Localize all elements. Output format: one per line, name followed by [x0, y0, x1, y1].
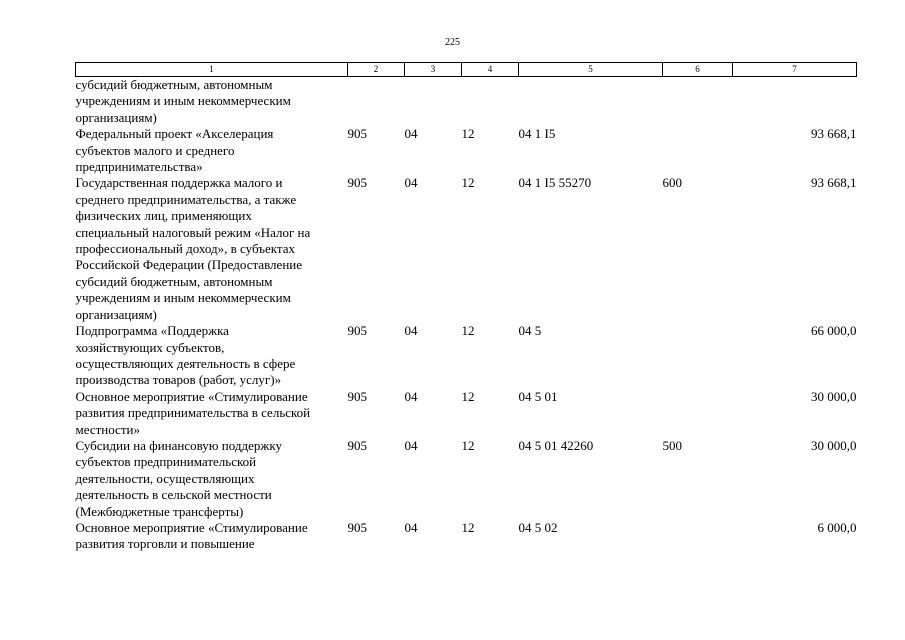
row-section — [405, 77, 462, 127]
table-row — [76, 438, 857, 520]
row-name: Федеральный проект «Акселерация субъектов малого и среднего предпринимательства» — [75, 126, 274, 175]
row-ministry — [348, 77, 405, 127]
header-row — [76, 63, 857, 77]
row-name: Основное мероприятие «Стимулирование развития торговли и повышение — [75, 519, 308, 552]
row-subsection: 12 — [461, 388, 475, 404]
row-name: субсидий бюджетным, автономным учреждениям и иным некоммерческим организациям) — [75, 77, 291, 125]
row-subsection: 12 — [461, 175, 475, 191]
row-target: 04 1 I5 — [518, 126, 556, 142]
row-target: 04 1 I5 55270 — [518, 175, 592, 191]
row-ministry: 905 — [347, 519, 367, 535]
row-expense-type: 500 — [662, 437, 682, 453]
row-expense-type — [663, 77, 733, 127]
header-cell-amount: 7 — [733, 63, 857, 77]
row-name: Подпрограмма «Поддержка хозяйствующих субъектов, осуществляющих деятельность в сфере производства товаров (работ, услуг)» — [75, 323, 296, 388]
row-target: 04 5 02 — [518, 519, 558, 535]
row-section: 04 — [404, 126, 418, 142]
row-subsection: 12 — [461, 437, 475, 453]
header-cell-subsection: 4 — [462, 63, 519, 77]
row-section: 04 — [404, 388, 418, 404]
row-name: Основное мероприятие «Стимулирование развития предпринимательства в сельской местности» — [75, 388, 311, 437]
row-amount: 30 000,0 — [811, 437, 857, 453]
row-name: Субсидии на финансовую поддержку субъектов предпринимательской деятельности, осуществляющих деятельность в сельской местности (Межбюджетные трансферты) — [75, 437, 282, 519]
row-subsection — [462, 77, 519, 127]
row-subsection: 12 — [461, 519, 475, 535]
row-amount: 6 000,0 — [817, 519, 857, 535]
row-ministry: 905 — [347, 437, 367, 453]
row-expense-type: 600 — [662, 175, 682, 191]
row-target: 04 5 01 42260 — [518, 437, 594, 453]
table-row — [76, 323, 857, 389]
row-section: 04 — [404, 323, 418, 339]
row-subsection: 12 — [461, 126, 475, 142]
table-row — [76, 175, 857, 323]
row-expense-type — [663, 323, 733, 389]
table-row — [76, 389, 857, 438]
row-section: 04 — [404, 175, 418, 191]
row-subsection: 12 — [461, 323, 475, 339]
header-cell-ministry: 2 — [348, 63, 405, 77]
table-row — [76, 77, 857, 127]
row-amount: 66 000,0 — [811, 323, 857, 339]
page-number: 225 — [445, 37, 460, 48]
header-cell-target: 5 — [519, 63, 663, 77]
header-cell-expense-type: 6 — [663, 63, 733, 77]
header-cell-section: 3 — [405, 63, 462, 77]
row-ministry: 905 — [347, 175, 367, 191]
row-amount: 93 668,1 — [811, 126, 857, 142]
header-cell-name: 1 — [76, 63, 348, 77]
row-ministry: 905 — [347, 323, 367, 339]
row-ministry: 905 — [347, 126, 367, 142]
row-amount: 30 000,0 — [811, 388, 857, 404]
table-row — [76, 126, 857, 175]
row-amount: 93 668,1 — [811, 175, 857, 191]
row-expense-type — [663, 389, 733, 438]
table-row — [76, 520, 857, 553]
row-target: 04 5 01 — [518, 388, 558, 404]
row-section: 04 — [404, 519, 418, 535]
row-name: Государственная поддержка малого и среднего предпринимательства, а также физических лиц, применяющих специальный налоговый режим «Налог на профессиональный доход», в субъектах Российской Федерации (Предоставление субсидий бюджетным, автономным учреждениям и иным некоммерческим организациям) — [75, 175, 311, 322]
row-target: 04 5 — [518, 323, 542, 339]
row-ministry: 905 — [347, 388, 367, 404]
row-amount — [733, 77, 857, 127]
row-section: 04 — [404, 437, 418, 453]
row-expense-type — [663, 126, 733, 175]
row-target — [519, 77, 663, 127]
budget-table — [75, 62, 857, 553]
row-expense-type — [663, 520, 733, 553]
